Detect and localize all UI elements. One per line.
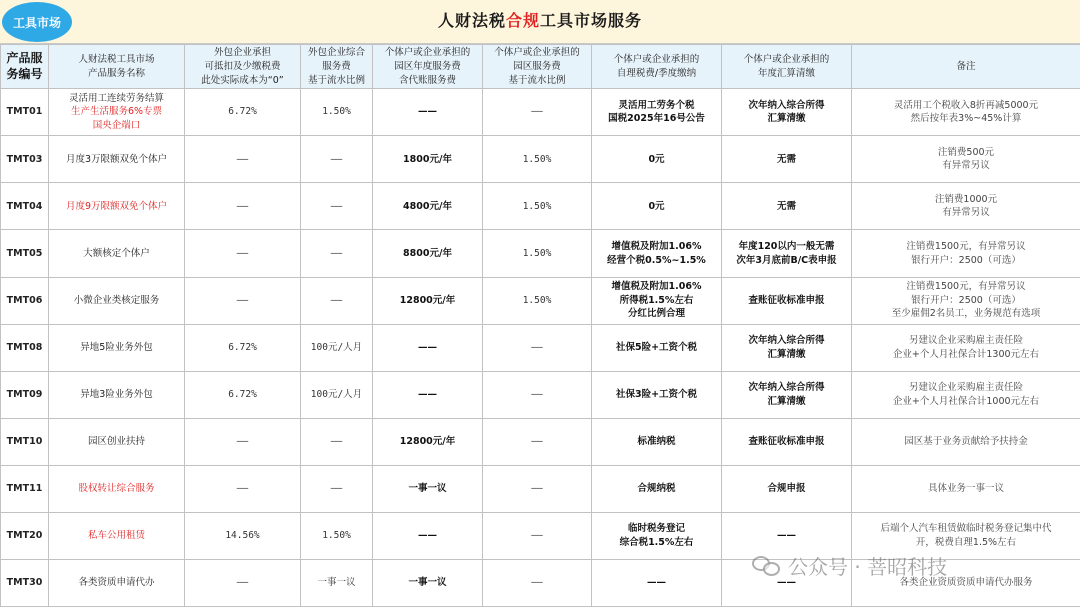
- cell-line: 汇算清缴: [767, 113, 806, 125]
- cell-line: 灵活用工连续劳务结算: [68, 92, 164, 104]
- cell-line: 产品服: [6, 51, 43, 66]
- cell-park-flow-fee: ——: [483, 324, 592, 371]
- cell-self-tax: [592, 559, 722, 606]
- cell-note: [852, 324, 1080, 371]
- cell-line: 股权转让综合服务: [78, 482, 155, 494]
- cell-park-flow-fee: ——: [483, 512, 592, 559]
- cell-park-flow-fee: 1.50%: [483, 136, 592, 183]
- cell-service-name: [49, 183, 185, 230]
- cell-note: [852, 230, 1080, 277]
- cell-outsourcing-fee: ——: [301, 418, 373, 465]
- cell-outsourcing-deductible: ——: [185, 559, 301, 606]
- header-park-flow-fee: [483, 45, 592, 89]
- cell-line: 人财法税工具市场: [78, 53, 155, 65]
- cell-line: 标准纳税: [637, 435, 676, 447]
- cell-service-name: [49, 512, 185, 559]
- cell-outsourcing-fee: 100元/人月: [301, 371, 373, 418]
- cell-line: 增值税及附加1.06%: [611, 280, 702, 292]
- cell-line: 月度3万限额双免个体户: [65, 153, 168, 165]
- title-bar: [0, 0, 1080, 44]
- cell-service-name: [49, 136, 185, 183]
- cell-note: [852, 465, 1080, 512]
- cell-line: 注销费1500元，有异常另议: [906, 240, 1026, 252]
- cell-outsourcing-fee: ——: [301, 136, 373, 183]
- cell-line: 合规申报: [767, 482, 806, 494]
- cell-annual-settlement: [722, 559, 852, 606]
- cell-annual-settlement: [722, 465, 852, 512]
- cell-line: 无需: [776, 200, 796, 212]
- cell-code: TMT05: [1, 230, 49, 277]
- cell-park-flow-fee: ——: [483, 371, 592, 418]
- cell-park-annual-fee: 8800元/年: [373, 230, 483, 277]
- cell-line: 次年纳入综合所得: [748, 334, 825, 346]
- cell-line: 次年纳入综合所得: [748, 381, 825, 393]
- cell-line: 灵活用工个税收入8折再减5000元: [893, 99, 1039, 111]
- cell-park-annual-fee: 一事一议: [373, 559, 483, 606]
- cell-outsourcing-deductible: ——: [185, 465, 301, 512]
- cell-line: 0元: [648, 153, 665, 165]
- cell-annual-settlement: [722, 230, 852, 277]
- service-table: [0, 44, 1080, 607]
- header-code: [1, 45, 49, 89]
- cell-line: 可抵扣及少缴税费: [204, 60, 281, 72]
- cell-annual-settlement: [722, 324, 852, 371]
- cell-code: TMT30: [1, 559, 49, 606]
- market-badge: 工具市场: [2, 2, 72, 42]
- cell-line: 个体户或企业承担的: [613, 53, 700, 65]
- table-row: [1, 89, 1080, 136]
- table-row: [1, 465, 1080, 512]
- cell-self-tax: [592, 371, 722, 418]
- cell-line: 灵活用工劳务个税: [618, 99, 695, 111]
- cell-line: 0元: [648, 200, 665, 212]
- cell-outsourcing-deductible: 6.72%: [185, 89, 301, 136]
- cell-self-tax: [592, 465, 722, 512]
- cell-note: [852, 512, 1080, 559]
- cell-park-annual-fee: 4800元/年: [373, 183, 483, 230]
- cell-outsourcing-fee: 100元/人月: [301, 324, 373, 371]
- cell-line: 另建议企业采购雇主责任险: [908, 334, 1023, 346]
- cell-line: 务编号: [6, 66, 43, 81]
- cell-park-annual-fee: 1800元/年: [373, 136, 483, 183]
- cell-line: 合规纳税: [637, 482, 676, 494]
- cell-park-flow-fee: 1.50%: [483, 230, 592, 277]
- cell-park-flow-fee: 1.50%: [483, 277, 592, 324]
- cell-line: 另建议企业采购雇主责任险: [908, 381, 1023, 393]
- header-outsourcing-fee: [301, 45, 373, 89]
- cell-park-flow-fee: ——: [483, 559, 592, 606]
- cell-park-annual-fee: 12800元/年: [373, 418, 483, 465]
- cell-line: 生产生活服务6%专票: [70, 106, 163, 118]
- cell-park-annual-fee: 12800元/年: [373, 277, 483, 324]
- cell-note: [852, 277, 1080, 324]
- cell-self-tax: [592, 418, 722, 465]
- cell-outsourcing-deductible: ——: [185, 136, 301, 183]
- cell-line: 各类资质申请代办: [78, 577, 155, 589]
- cell-service-name: [49, 418, 185, 465]
- cell-park-flow-fee: ——: [483, 465, 592, 512]
- cell-park-annual-fee: ——: [373, 89, 483, 136]
- cell-line: 异地3险业务外包: [80, 388, 153, 400]
- cell-line: 小微企业类核定服务: [73, 294, 160, 306]
- cell-outsourcing-deductible: ——: [185, 277, 301, 324]
- cell-outsourcing-fee: 一事一议: [301, 559, 373, 606]
- header-self-tax: [592, 45, 722, 89]
- cell-self-tax: [592, 183, 722, 230]
- cell-self-tax: [592, 136, 722, 183]
- cell-line: 次年3月底前B/C表申报: [736, 254, 837, 266]
- cell-line: 企业+个人月社保合计1000元左右: [892, 395, 1040, 407]
- cell-code: TMT09: [1, 371, 49, 418]
- table-row: [1, 418, 1080, 465]
- cell-line: 具体业务一事一议: [927, 482, 1004, 494]
- cell-self-tax: [592, 512, 722, 559]
- header-park-annual-fee: [373, 45, 483, 89]
- cell-line: 年度汇算清缴: [757, 67, 815, 79]
- cell-service-name: [49, 465, 185, 512]
- cell-code: TMT06: [1, 277, 49, 324]
- cell-line: 自理税费/季度缴纳: [616, 67, 697, 79]
- cell-line: 基于流水比例: [508, 74, 566, 86]
- cell-annual-settlement: [722, 183, 852, 230]
- cell-line: 私车公用租赁: [87, 530, 145, 541]
- cell-line: 增值税及附加1.06%: [611, 240, 702, 252]
- cell-annual-settlement: [722, 89, 852, 136]
- cell-park-flow-fee: 1.50%: [483, 183, 592, 230]
- cell-line: 分红比例合理: [627, 308, 685, 320]
- cell-service-name: [49, 371, 185, 418]
- cell-code: TMT10: [1, 418, 49, 465]
- cell-park-flow-fee: ——: [483, 89, 592, 136]
- cell-line: 含代账服务费: [398, 74, 456, 86]
- cell-code: TMT11: [1, 465, 49, 512]
- cell-annual-settlement: [722, 371, 852, 418]
- cell-service-name: [49, 230, 185, 277]
- cell-note: [852, 559, 1080, 606]
- cell-line: 有异常另议: [942, 207, 990, 219]
- cell-line: 然后按年表3%~45%计算: [910, 113, 1022, 125]
- cell-outsourcing-fee: 1.50%: [301, 89, 373, 136]
- cell-line: 次年纳入综合所得: [748, 99, 825, 111]
- cell-line: 至少雇佣2名员工，业务规范有选项: [891, 308, 1041, 320]
- cell-code: TMT03: [1, 136, 49, 183]
- table-row: [1, 324, 1080, 371]
- table-header-row: [1, 45, 1080, 89]
- cell-line: 查账征收标准申报: [748, 294, 825, 306]
- cell-note: [852, 371, 1080, 418]
- cell-line: 国央企端口: [92, 120, 141, 132]
- cell-outsourcing-deductible: 6.72%: [185, 371, 301, 418]
- cell-line: 银行开户：2500（可选）: [911, 294, 1021, 306]
- cell-note: [852, 89, 1080, 136]
- table-row: [1, 559, 1080, 606]
- table-row: [1, 183, 1080, 230]
- cell-code: TMT20: [1, 512, 49, 559]
- cell-line: 个体户或企业承担的: [384, 47, 471, 58]
- cell-outsourcing-deductible: 14.56%: [185, 512, 301, 559]
- cell-line: 个体户或企业承担的: [494, 47, 580, 58]
- cell-line: 后端个人汽车租赁做临时税务登记集中代: [880, 523, 1052, 535]
- title-highlight: 合规: [505, 11, 540, 30]
- cell-line: 注销费500元: [937, 146, 995, 158]
- cell-line: 各类企业资质资质申请代办服务: [899, 577, 1033, 589]
- cell-note: [852, 136, 1080, 183]
- cell-code: TMT01: [1, 89, 49, 136]
- cell-line: 月度9万限额双免个体户: [65, 200, 168, 212]
- cell-line: ——: [777, 577, 796, 589]
- cell-line: 个体户或企业承担的: [743, 53, 830, 65]
- table-row: [1, 136, 1080, 183]
- cell-park-annual-fee: ——: [373, 512, 483, 559]
- cell-outsourcing-deductible: ——: [185, 418, 301, 465]
- cell-outsourcing-fee: 1.50%: [301, 512, 373, 559]
- cell-park-annual-fee: ——: [373, 324, 483, 371]
- cell-outsourcing-deductible: 6.72%: [185, 324, 301, 371]
- cell-line: 大额核定个体户: [83, 247, 150, 259]
- cell-line: 基于流水比例: [307, 74, 365, 86]
- cell-park-annual-fee: 一事一议: [373, 465, 483, 512]
- title-part-2: 工具市场服务: [540, 11, 643, 30]
- header-note: [852, 45, 1080, 89]
- cell-line: 汇算清缴: [767, 395, 806, 407]
- cell-note: [852, 183, 1080, 230]
- cell-outsourcing-fee: ——: [301, 183, 373, 230]
- cell-line: 无需: [776, 153, 796, 165]
- header-annual-settlement: [722, 45, 852, 89]
- cell-line: 此处实际成本为“0”: [201, 74, 284, 86]
- cell-line: 企业+个人月社保合计1300元左右: [892, 348, 1040, 360]
- cell-line: ——: [647, 577, 666, 589]
- cell-service-name: [49, 277, 185, 324]
- table-row: [1, 277, 1080, 324]
- cell-line: 临时税务登记: [627, 523, 685, 535]
- title-part-1: 人财法税: [437, 11, 506, 30]
- cell-line: 国税2025年16号公告: [608, 113, 705, 125]
- table-row: [1, 371, 1080, 418]
- cell-annual-settlement: [722, 277, 852, 324]
- cell-line: 注销费1000元: [934, 193, 998, 205]
- cell-outsourcing-deductible: ——: [185, 183, 301, 230]
- cell-line: 备注: [956, 60, 976, 72]
- cell-annual-settlement: [722, 418, 852, 465]
- cell-code: TMT08: [1, 324, 49, 371]
- cell-line: 园区基于业务贡献给予扶持金: [904, 435, 1028, 447]
- cell-line: 所得税1.5%左右: [619, 294, 694, 306]
- cell-annual-settlement: [722, 136, 852, 183]
- cell-annual-settlement: [722, 512, 852, 559]
- cell-self-tax: [592, 230, 722, 277]
- page-title: [0, 8, 1080, 31]
- cell-line: 汇算清缴: [767, 348, 806, 360]
- cell-self-tax: [592, 277, 722, 324]
- cell-outsourcing-fee: ——: [301, 230, 373, 277]
- cell-note: [852, 418, 1080, 465]
- cell-outsourcing-deductible: ——: [185, 230, 301, 277]
- cell-service-name: [49, 89, 185, 136]
- cell-line: 年度120以内一般无需: [738, 240, 835, 252]
- cell-line: ——: [777, 530, 796, 541]
- cell-line: 外包企业承担: [213, 47, 271, 58]
- table-row: [1, 512, 1080, 559]
- cell-park-annual-fee: ——: [373, 371, 483, 418]
- header-name: [49, 45, 185, 89]
- table-row: [1, 230, 1080, 277]
- cell-line: 经营个税0.5%~1.5%: [607, 254, 706, 266]
- cell-line: 查账征收标准申报: [748, 435, 825, 447]
- cell-line: 综合税1.5%左右: [619, 536, 694, 548]
- cell-code: TMT04: [1, 183, 49, 230]
- cell-line: 外包企业综合: [307, 47, 365, 58]
- cell-line: 社保5险+工资个税: [615, 341, 698, 353]
- cell-line: 有异常另议: [942, 160, 990, 172]
- cell-line: 园区服务费: [513, 60, 561, 72]
- cell-outsourcing-fee: ——: [301, 465, 373, 512]
- watermark-text: 公众号 · 菩昭科技: [788, 555, 948, 579]
- cell-line: 服务费: [322, 60, 351, 72]
- cell-line: 注销费1500元，有异常另议: [906, 280, 1026, 292]
- cell-line: 开，税费自理1.5%左右: [915, 536, 1017, 548]
- cell-line: 异地5险业务外包: [80, 341, 153, 353]
- cell-line: 产品服务名称: [87, 67, 145, 79]
- cell-outsourcing-fee: ——: [301, 277, 373, 324]
- cell-self-tax: [592, 89, 722, 136]
- cell-line: 园区年度服务费: [394, 60, 461, 72]
- cell-service-name: [49, 324, 185, 371]
- cell-line: 社保3险+工资个税: [615, 388, 698, 400]
- cell-self-tax: [592, 324, 722, 371]
- cell-line: 银行开户：2500（可选）: [911, 254, 1021, 266]
- cell-line: 园区创业扶持: [87, 435, 145, 447]
- header-outsourcing-deductible: [185, 45, 301, 89]
- cell-service-name: [49, 559, 185, 606]
- cell-park-flow-fee: ——: [483, 418, 592, 465]
